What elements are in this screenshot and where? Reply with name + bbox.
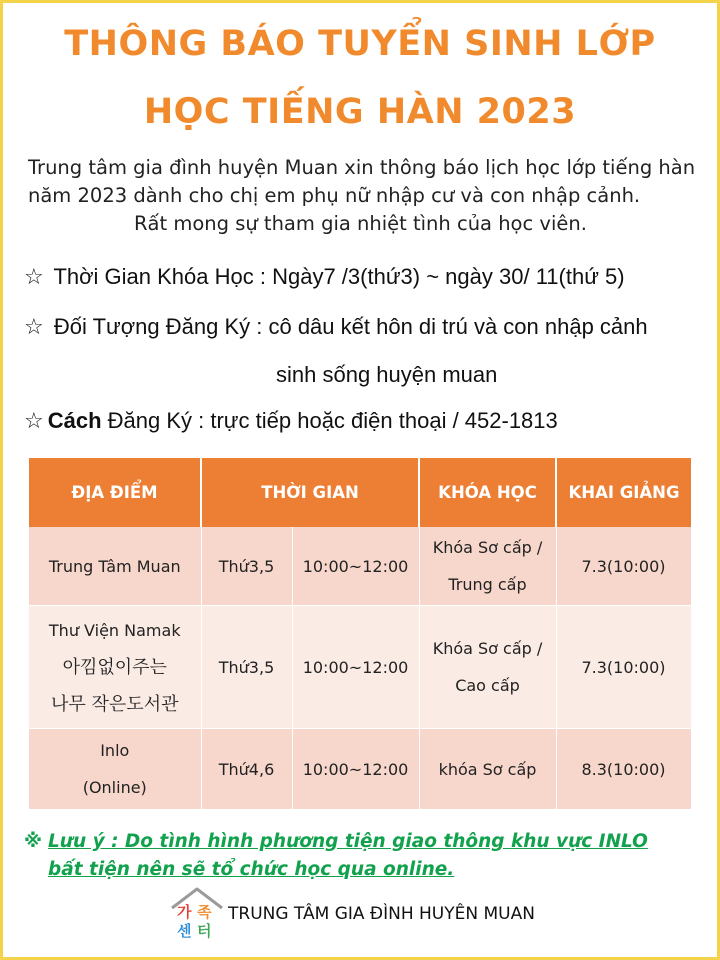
header-time: THỜI GIAN: [201, 458, 419, 527]
header-location: ĐỊA ĐIỂM: [29, 458, 201, 527]
location-text: Inlo: [100, 741, 130, 760]
course-text: Trung cấp: [448, 575, 527, 594]
location-text: Trung Tâm Muan: [48, 556, 181, 576]
cell-hours: 10:00~12:00: [292, 606, 419, 729]
logo-char: 센: [177, 922, 192, 940]
intro-line-3: Rất mong sự tham gia nhiệt tình của học viên.: [134, 212, 587, 235]
logo-char: 터: [197, 922, 212, 940]
registration-label: Cách: [47, 408, 102, 433]
info-registration: [24, 408, 558, 434]
reference-mark-icon: ※: [24, 831, 42, 852]
table-header-row: [29, 458, 691, 527]
house-icon: [168, 886, 226, 940]
intro-line-2: năm 2023 dành cho chị em phụ nữ nhập cư và con nhập cảnh.: [28, 184, 641, 207]
cell-hours: 10:00~12:00: [292, 527, 419, 606]
cell-hours: 10:00~12:00: [292, 729, 419, 810]
info-target-continued: sinh sống huyện muan: [276, 362, 498, 387]
notice: [24, 828, 714, 884]
location-text: Thư Viện Namak: [48, 620, 181, 640]
schedule-table: [29, 458, 692, 810]
cell-start: 7.3(10:00): [556, 527, 691, 606]
cell-location: [29, 606, 201, 729]
cell-course: [419, 606, 556, 729]
location-text: (Online): [82, 778, 147, 797]
logo-char: 가: [177, 903, 192, 921]
cell-start: 7.3(10:00): [556, 606, 691, 729]
target-text: Đối Tượng Đăng Ký : cô dâu kết hôn di trú và con nhập cảnh: [53, 314, 648, 339]
intro-paragraph: [28, 154, 708, 238]
course-text: Khóa Sơ cấp /: [432, 538, 543, 557]
title-line-1: THÔNG BÁO TUYỂN SINH LỚP: [64, 24, 656, 64]
location-text: 나무 작은도서관: [51, 693, 179, 715]
course-text: Khóa Sơ cấp /: [432, 639, 543, 658]
info-target: [24, 314, 648, 340]
notice-line-2: bất tiện nên sẽ tổ chức học qua online.: [48, 859, 455, 880]
course-text: Cao cấp: [455, 676, 520, 695]
intro-line-1: Trung tâm gia đình huyện Muan xin thông báo lịch học lớp tiếng hàn: [28, 156, 696, 179]
cell-days: Thứ3,5: [201, 527, 292, 606]
cell-course: [419, 729, 556, 810]
cell-days: Thứ3,5: [201, 606, 292, 729]
location-text: 아낌없이주는: [62, 656, 167, 678]
title-line-2: HỌC TIẾNG HÀN 2023: [143, 92, 577, 132]
cell-location: [29, 729, 201, 810]
cell-start: 8.3(10:00): [556, 729, 691, 810]
header-course: KHÓA HỌC: [419, 458, 556, 527]
info-course-time: [24, 264, 625, 290]
notice-line-1: Lưu ý : Do tình hình phương tiện giao thông khu vực INLO: [48, 831, 648, 852]
course-text: khóa Sơ cấp: [438, 759, 537, 779]
table-row: [29, 729, 691, 810]
course-time-text: Thời Gian Khóa Học : Ngày7 /3(thứ3) ~ ngày 30/ 11(thứ 5): [53, 264, 625, 289]
cell-days: Thứ4,6: [201, 729, 292, 810]
table-row: [29, 606, 691, 729]
logo-char: 족: [197, 903, 212, 921]
header-start: KHAI GIẢNG: [556, 458, 691, 527]
registration-text: Đăng Ký : trực tiếp hoặc điện thoại / 452-1813: [101, 408, 558, 433]
star-icon: ☆: [24, 265, 44, 290]
table-row: [29, 527, 691, 606]
cell-course: [419, 527, 556, 606]
star-icon: ☆: [24, 315, 44, 340]
center-name: TRUNG TÂM GIA ĐÌNH HUYÊN MUAN: [228, 904, 535, 924]
family-center-logo: [168, 886, 226, 940]
star-icon: ☆: [24, 409, 44, 434]
cell-location: [29, 527, 201, 606]
